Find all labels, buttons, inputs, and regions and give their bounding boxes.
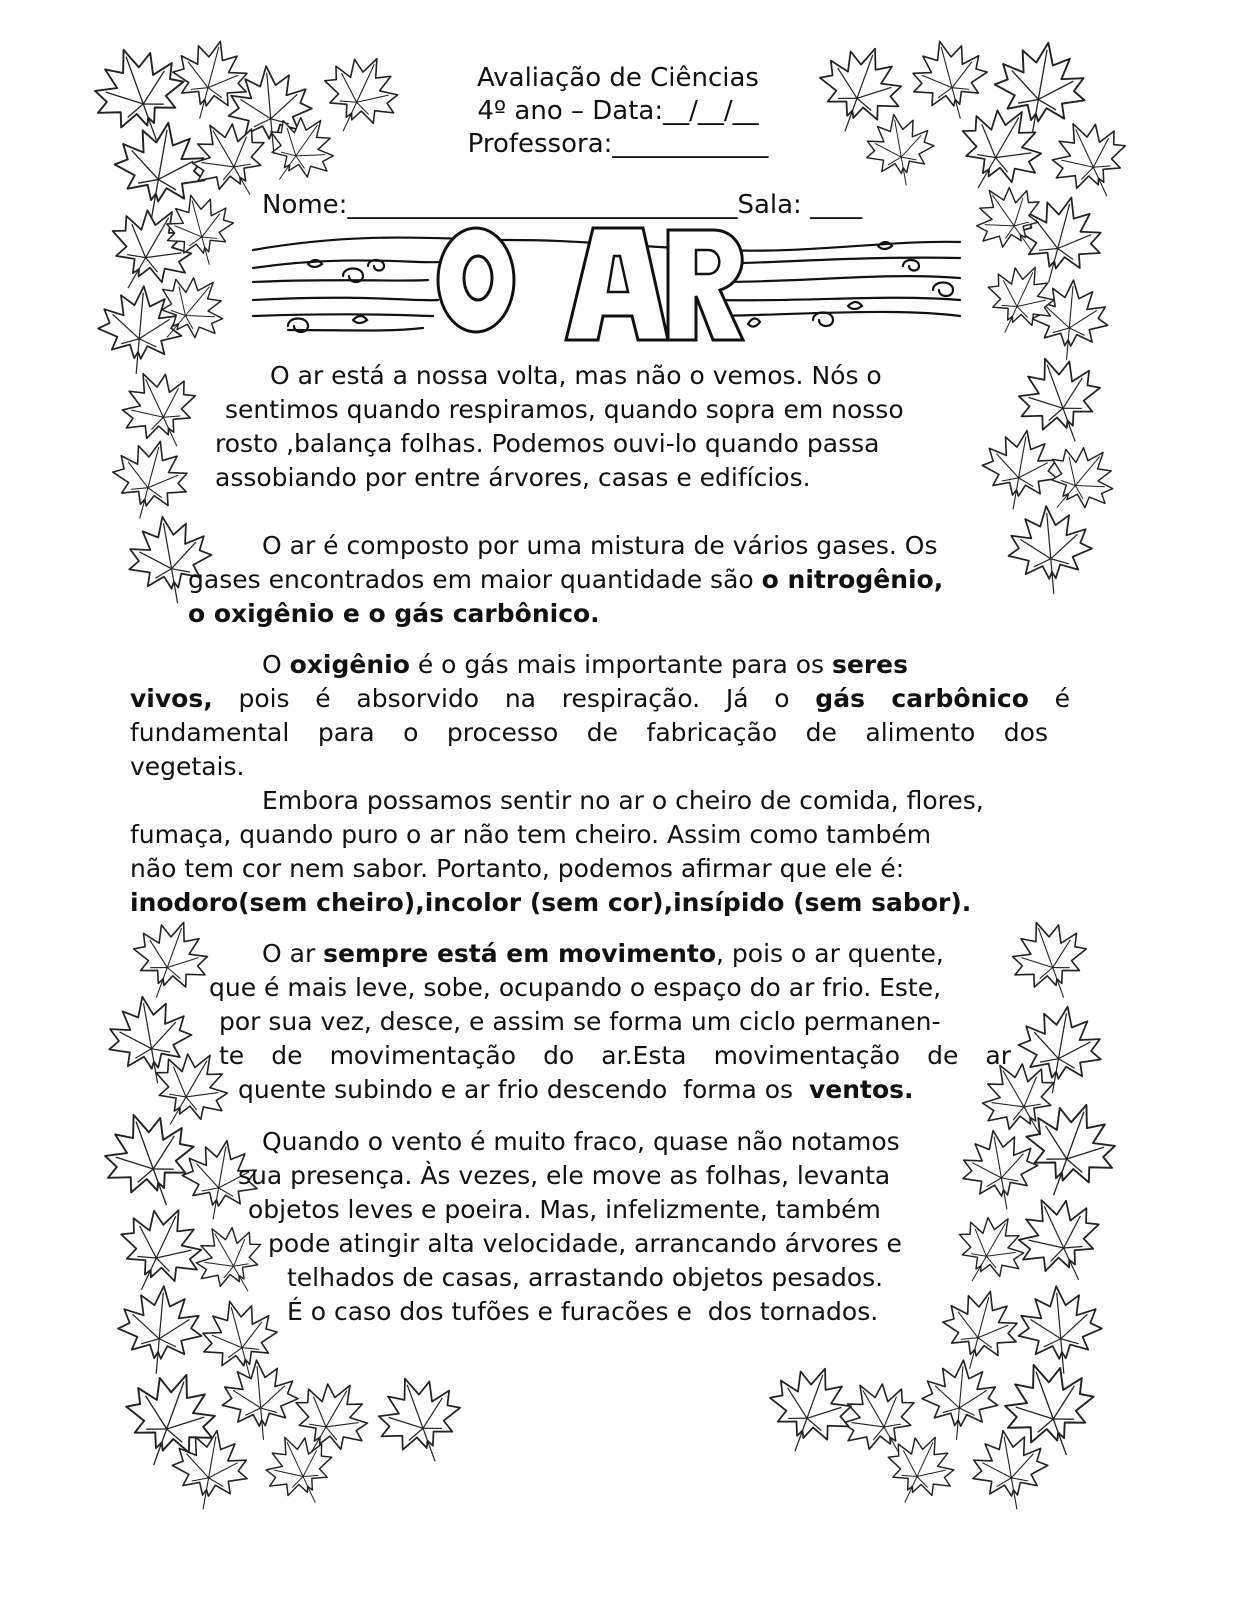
p6-line-6: É o caso dos tufões e furacões e dos tornados. xyxy=(287,1297,879,1326)
paragraph-3 xyxy=(130,648,1070,784)
maple-leaf-icon xyxy=(103,432,197,529)
title-artwork xyxy=(248,220,973,350)
name-blank[interactable]: ______________________________ xyxy=(347,190,738,220)
p3-line-1: O oxigênio é o gás mais importante para os seres xyxy=(262,650,909,679)
maple-leaf-icon xyxy=(961,171,1058,269)
p1-line-2: sentimos quando respiramos, quando sopra em nosso xyxy=(225,395,904,424)
p1-line-1: O ar está a nossa volta, mas não o vemos. Nós o xyxy=(270,361,882,390)
maple-leaf-icon xyxy=(942,1202,1037,1299)
student-name-line xyxy=(262,190,862,220)
p3-line-3: fundamental para o processo de fabricação de alimento dos xyxy=(130,718,1048,747)
paragraph-6 xyxy=(238,1125,902,1329)
p5-line-4: te de movimentação do ar.Esta movimentação de ar xyxy=(219,1041,1011,1070)
p6-line-5: telhados de casas, arrastando objetos pesados. xyxy=(287,1263,884,1292)
maple-leaf-icon xyxy=(976,424,1065,516)
name-label: Nome: xyxy=(262,190,348,220)
p6-line-1: Quando o vento é muito fraco, quase não notamos xyxy=(262,1127,900,1156)
p3-line-4: vegetais. xyxy=(130,752,245,781)
paragraph-1 xyxy=(215,359,904,495)
p5-line-1: O ar sempre está em movimento, pois o ar quente, xyxy=(262,939,944,968)
maple-leaf-icon xyxy=(1001,909,1100,1010)
p4-line-3: não tem cor nem sabor. Portanto, podemos afirmar que ele é: xyxy=(130,854,905,883)
maple-leaf-icon xyxy=(933,1282,1027,1379)
p1-line-4: assobiando por entre árvores, casas e edifícios. xyxy=(215,463,811,492)
maple-leaf-icon xyxy=(919,1357,1002,1443)
p6-line-2: sua presença. Às vezes, ele move as folhas, levanta xyxy=(238,1161,891,1190)
p6-line-3: objetos leves e poeira. Mas, infelizmente, também xyxy=(248,1195,881,1224)
teacher-line: Professora:____________ xyxy=(467,129,769,159)
grade-date-line: 4º ano – Data:__/__/__ xyxy=(477,96,759,126)
maple-leaf-icon xyxy=(115,1283,206,1378)
paragraph-5 xyxy=(205,937,1011,1107)
maple-leaf-icon xyxy=(219,1357,302,1443)
p3-line-2: vivos, pois é absorvido na respiração. Já o gás carbônico é xyxy=(130,684,1070,713)
p4-line-4: inodoro(sem cheiro),incolor (sem cor),insípido (sem sabor). xyxy=(130,888,972,917)
maple-leaf-icon xyxy=(756,1354,865,1465)
exam-title: Avaliação de Ciências xyxy=(477,63,759,93)
maple-leaf-icon xyxy=(1004,1182,1117,1297)
class-blank[interactable]: ____ xyxy=(801,190,863,220)
maple-leaf-icon xyxy=(1015,1283,1106,1378)
p5-line-5: quente subindo e ar frio descendo forma os ventos. xyxy=(238,1075,914,1104)
maple-leaf-icon xyxy=(104,1192,217,1307)
p5-line-2: que é mais leve, sobe, ocupando o espaço do ar frio. Este, xyxy=(209,973,942,1002)
p2-line-1: O ar é composto por uma mistura de vários gases. Os xyxy=(262,531,938,560)
class-label: Sala: xyxy=(737,190,802,220)
p4-line-1: Embora possamos sentir no ar o cheiro de comida, flores, xyxy=(262,786,984,815)
p2-line-2: gases encontrados em maior quantidade são o nitrogênio, xyxy=(188,565,944,594)
p1-line-3: rosto ,balança folhas. Podemos ouvi-lo quando passa xyxy=(215,429,880,458)
paragraph-2 xyxy=(188,529,943,631)
maple-leaf-icon xyxy=(366,1364,475,1475)
p5-line-3: por sua vez, desce, e assim se forma um ciclo permanen- xyxy=(219,1007,941,1036)
exam-header xyxy=(0,62,1236,161)
p6-line-4: pode atingir alta velocidade, arrancando árvores e xyxy=(268,1229,902,1258)
p2-line-3: o oxigênio e o gás carbônico. xyxy=(188,599,600,628)
p4-line-2: fumaça, quando puro o ar não tem cheiro. Assim como também xyxy=(130,820,932,849)
maple-leaf-icon xyxy=(966,1424,1055,1516)
maple-leaf-icon xyxy=(1005,503,1096,598)
paragraph-4 xyxy=(130,784,984,920)
